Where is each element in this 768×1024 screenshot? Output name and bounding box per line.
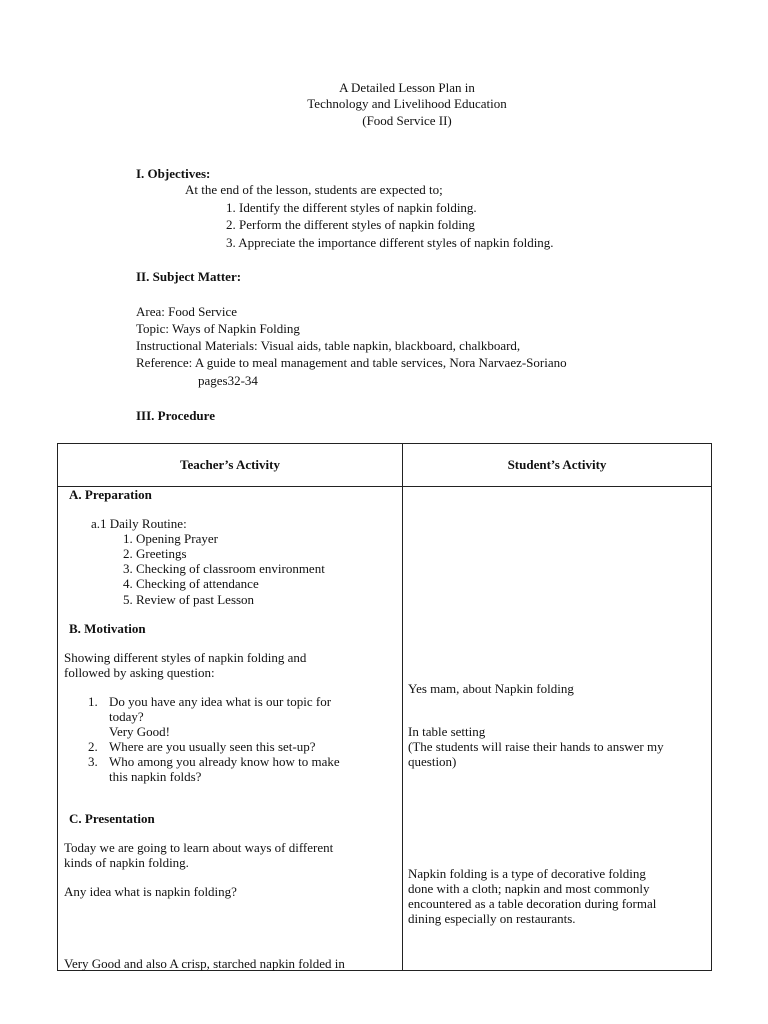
student-answer: dining especially on restaurants. — [408, 911, 576, 926]
procedure-table — [57, 443, 712, 971]
title-line-3: (Food Service II) — [362, 113, 452, 128]
objective-item: 1. Identify the different styles of napkin folding. — [226, 200, 477, 215]
title-line-2: Technology and Livelihood Education — [307, 96, 507, 111]
title-line-1: A Detailed Lesson Plan in — [339, 80, 475, 95]
student-answer: In table setting — [408, 724, 486, 739]
procedure-heading: III. Procedure — [136, 408, 215, 423]
objectives-intro: At the end of the lesson, students are expected to; — [185, 182, 443, 197]
teacher-activity-header: Teacher’s Activity — [179, 457, 280, 472]
table-column-divider — [402, 444, 403, 970]
routine-item: 1. Opening Prayer — [123, 531, 218, 546]
routine-item: 5. Review of past Lesson — [123, 592, 255, 607]
question-text: Do you have any idea what is our topic for — [109, 694, 332, 709]
question-number: 1. — [88, 694, 98, 709]
presentation-text: Today we are going to learn about ways of different — [64, 840, 334, 855]
objectives-heading: I. Objectives: — [136, 166, 211, 181]
presentation-text: Any idea what is napkin folding? — [64, 884, 237, 899]
presentation-text: Very Good and also A crisp, starched napkin folded in — [64, 956, 345, 971]
motivation-intro: followed by asking question: — [64, 665, 215, 680]
table-header-divider — [58, 486, 711, 487]
subject-reference: Reference: A guide to meal management and table services, Nora Narvaez-Soriano — [136, 355, 567, 370]
objective-item: 3. Appreciate the importance different styles of napkin folding. — [226, 235, 554, 250]
question-number: 3. — [88, 754, 98, 769]
presentation-text: kinds of napkin folding. — [64, 855, 189, 870]
subject-area: Area: Food Service — [136, 304, 238, 319]
subject-topic: Topic: Ways of Napkin Folding — [136, 321, 300, 336]
daily-routine-label: a.1 Daily Routine: — [91, 516, 187, 531]
student-answer: Yes mam, about Napkin folding — [408, 681, 574, 696]
motivation-heading: B. Motivation — [69, 621, 146, 636]
subject-pages: pages32-34 — [198, 373, 258, 388]
subject-materials: Instructional Materials: Visual aids, table napkin, blackboard, chalkboard, — [136, 338, 521, 353]
student-answer: done with a cloth; napkin and most commonly — [408, 881, 650, 896]
question-number: 2. — [88, 739, 98, 754]
question-text: Very Good! — [109, 724, 171, 739]
student-activity-header: Student’s Activity — [507, 457, 607, 472]
student-answer: question) — [408, 754, 457, 769]
motivation-intro: Showing different styles of napkin folding and — [64, 650, 307, 665]
question-text: Who among you already know how to make — [109, 754, 340, 769]
question-text: Where are you usually seen this set-up? — [109, 739, 316, 754]
objective-item: 2. Perform the different styles of napkin folding — [226, 217, 475, 232]
routine-item: 2. Greetings — [123, 546, 187, 561]
question-text: today? — [109, 709, 144, 724]
question-text: this napkin folds? — [109, 769, 202, 784]
presentation-heading: C. Presentation — [69, 811, 155, 826]
student-answer: (The students will raise their hands to answer my — [408, 739, 664, 754]
student-answer: Napkin folding is a type of decorative folding — [408, 866, 646, 881]
student-answer: encountered as a table decoration during formal — [408, 896, 657, 911]
subject-matter-heading: II. Subject Matter: — [136, 269, 242, 284]
routine-item: 3. Checking of classroom environment — [123, 561, 325, 576]
routine-item: 4. Checking of attendance — [123, 576, 259, 591]
preparation-heading: A. Preparation — [69, 487, 152, 502]
